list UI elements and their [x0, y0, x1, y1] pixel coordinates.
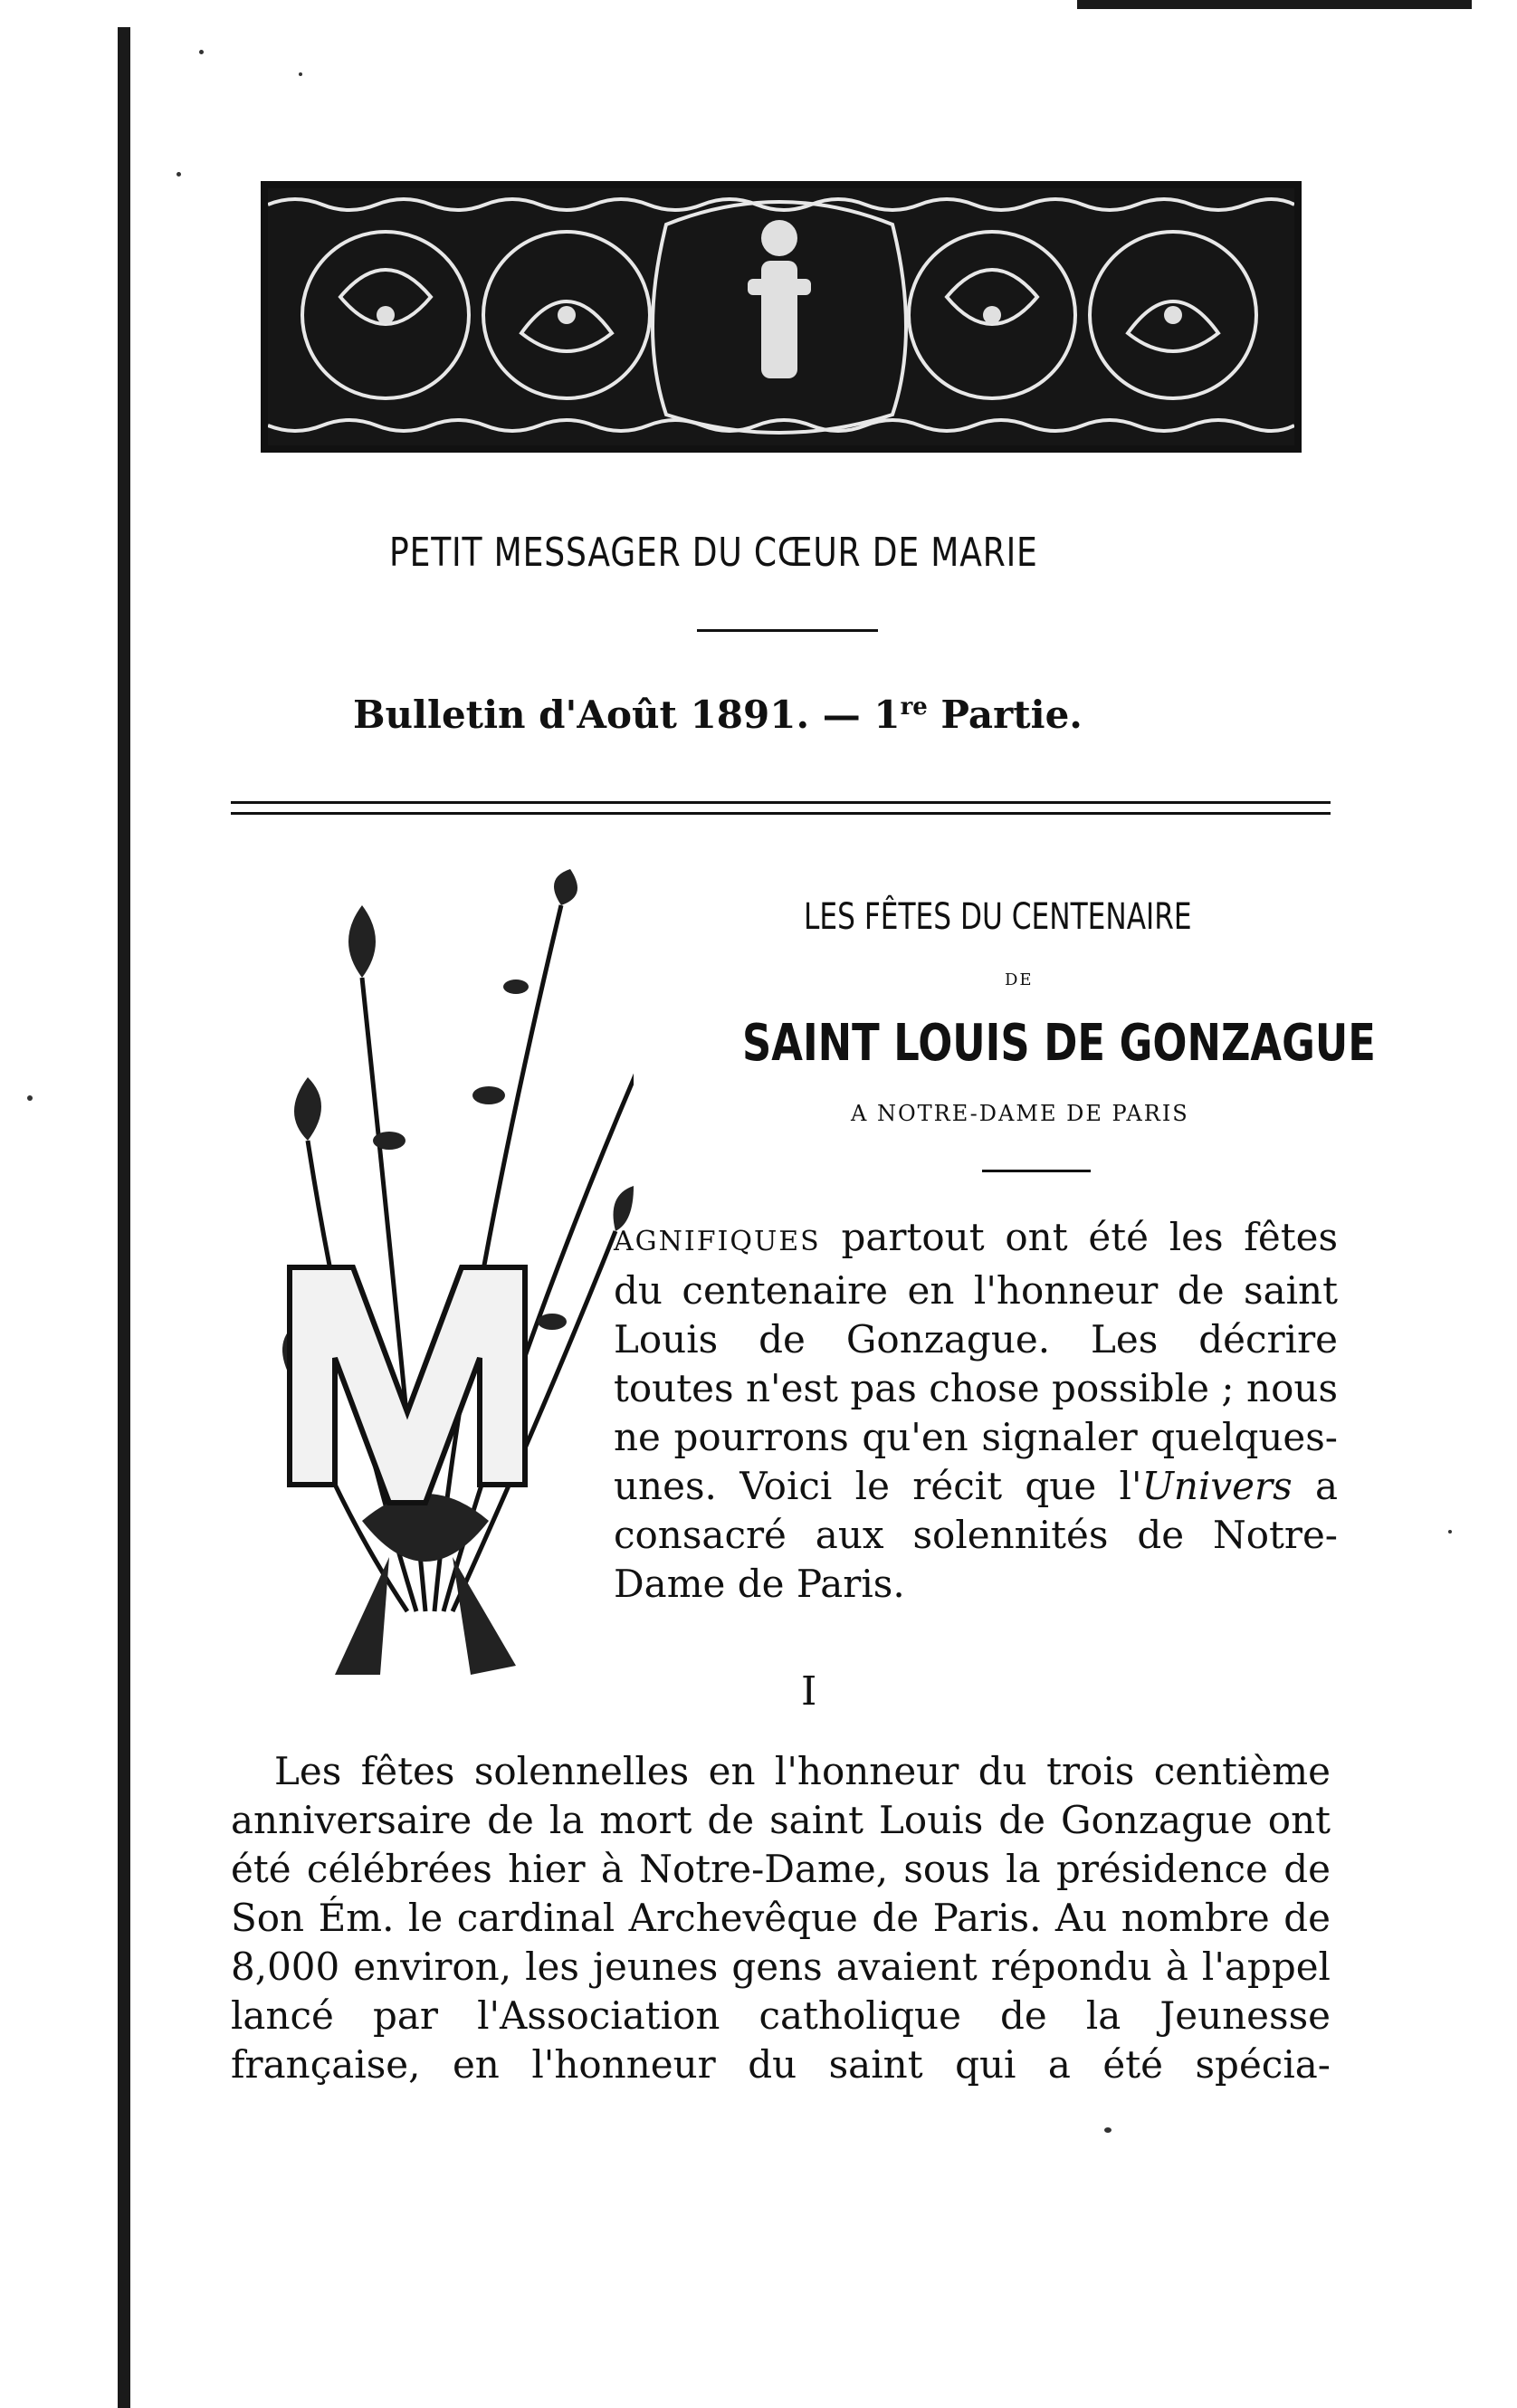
section-rule-top	[231, 801, 1331, 804]
article-pretitle: LES FÊTES DU CENTENAIRE	[804, 896, 1192, 938]
article-divider	[982, 1170, 1091, 1172]
intro-paragraph	[614, 1213, 1338, 1609]
journal-title: PETIT MESSAGER DU CŒUR DE MARIE	[389, 530, 1038, 576]
article-de: DE	[1005, 970, 1034, 989]
ornamental-header-band	[261, 181, 1302, 453]
intro-text-1: partout ont été les fêtes du centenaire en l'honneur de saint Louis de Gonzague. Les décrire toutes n'est pas chose possible ; nous ne pourrons qu'en signaler quelques-unes. Voici le récit que l'	[614, 1215, 1338, 1508]
intro-lead: AGNIFIQUES	[614, 1226, 821, 1257]
speck	[199, 50, 204, 54]
intro-univers: Univers	[1141, 1464, 1293, 1508]
speck	[299, 72, 302, 76]
speck	[27, 1095, 33, 1101]
scan-edge	[1077, 0, 1472, 9]
dropcap-illustration	[253, 869, 634, 1684]
article-title: SAINT LOUIS DE GONZAGUE	[742, 1014, 1376, 1073]
article-subtitle: A NOTRE-DAME DE PARIS	[851, 1101, 1189, 1126]
binding-edge	[118, 27, 130, 2408]
bulletin-text: Bulletin d'Août 1891. — 1	[353, 693, 901, 737]
speck	[1448, 1530, 1452, 1534]
bulletin-superscript: re	[900, 693, 928, 721]
ornament-banner-icon	[268, 188, 1294, 445]
section-rule-bottom	[231, 812, 1331, 815]
body-paragraph: Les fêtes solennelles en l'honneur du trois centième anniversaire de la mort de saint Louis de Gonzague ont été célébrées hier à Notre-Dame, sous la présidence de Son Ém. le cardinal Archevêque de Paris. Au nombre de 8,000 environ, les jeunes gens avaient répondu à l'appel lancé par l'Association catholique de la Jeunesse française, en l'honneur du saint qui a été spécia-	[231, 1749, 1331, 2087]
section-number: I	[801, 1668, 817, 1715]
floral-bouquet-icon	[253, 869, 634, 1684]
bulletin-part: Partie.	[927, 693, 1083, 737]
intro-text-2: a consacré aux solennités de Notre-Dame de Paris.	[614, 1464, 1339, 1606]
speck	[177, 172, 181, 177]
bulletin-line	[353, 693, 1083, 737]
title-divider	[697, 629, 878, 632]
speck	[1104, 2127, 1112, 2133]
